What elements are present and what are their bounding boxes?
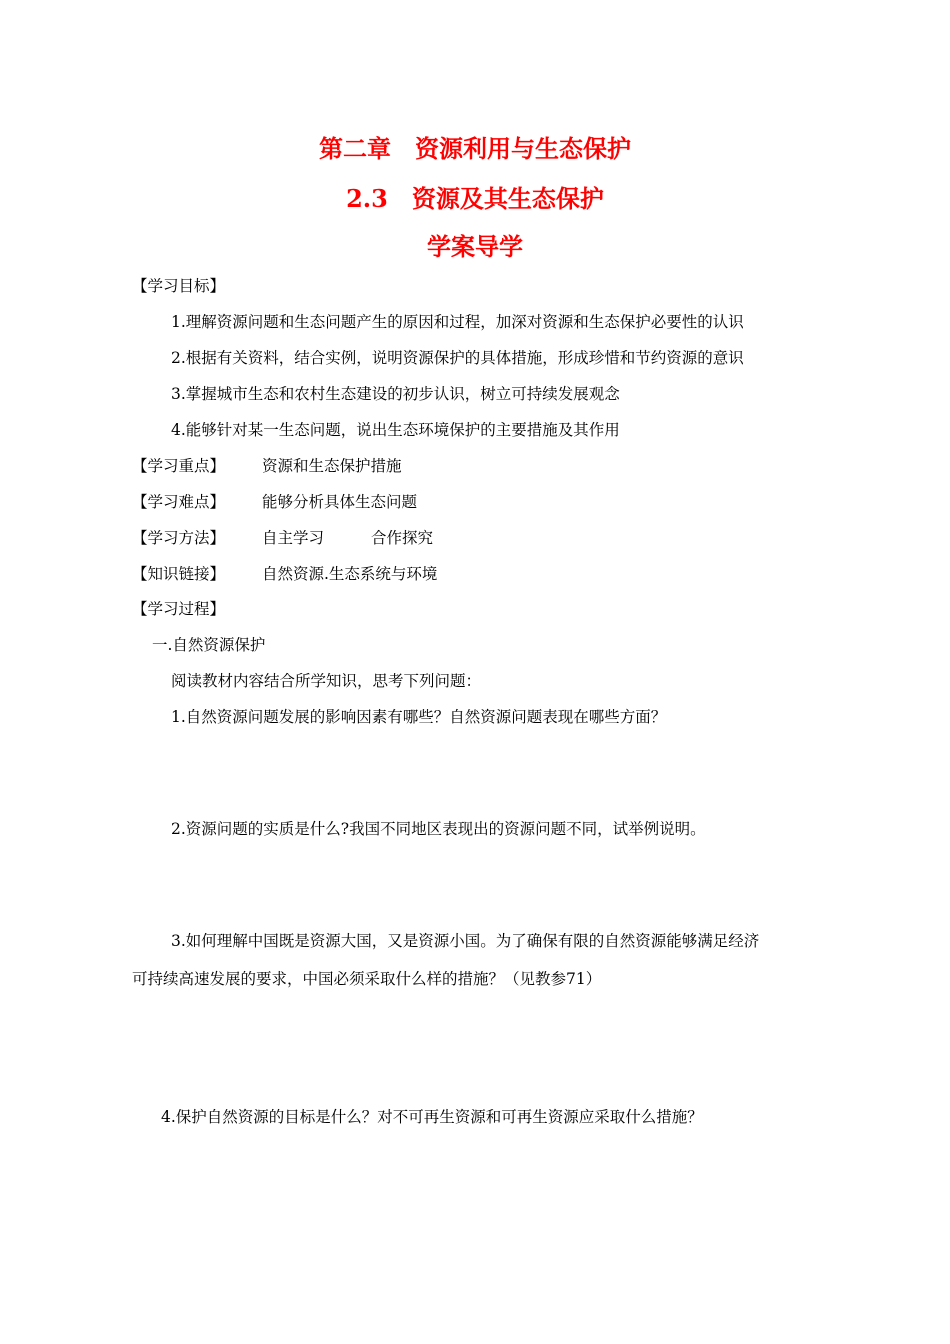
objective-item: 1.理解资源问题和生态问题产生的原因和过程，加深对资源和生态保护必要性的认识 (171, 313, 744, 331)
process-intro: 阅读教材内容结合所学知识，思考下列问题： (171, 672, 482, 690)
objectives-label: 【学习目标】 (132, 277, 226, 295)
difficulties-label: 【学习难点】 (132, 493, 226, 511)
objective-item: 4.能够针对某一生态问题，说出生态环境保护的主要措施及其作用 (171, 421, 620, 439)
key-points-row (132, 455, 225, 477)
subtitle: 学案导学 (427, 232, 523, 261)
objective-item: 3.掌握城市生态和农村生态建设的初步认识，树立可持续发展观念 (171, 385, 620, 403)
question-1: 1.自然资源问题发展的影响因素有哪些？自然资源问题表现在哪些方面？ (171, 708, 667, 726)
question-3-line-2: 可持续高速发展的要求，中国必须采取什么样的措施？（见教参71） (132, 970, 602, 988)
process-section-title: 一.自然资源保护 (152, 636, 266, 654)
question-4: 4.保护自然资源的目标是什么？对不可再生资源和可再生资源应采取什么措施？ (161, 1108, 703, 1126)
key-points-label: 【学习重点】 (132, 457, 226, 475)
objective-item: 2.根据有关资料，结合实例，说明资源保护的具体措施，形成珍惜和节约资源的意识 (171, 349, 744, 367)
question-3-line-1: 3.如何理解中国既是资源大国，又是资源小国。为了确保有限的自然资源能够满足经济 (171, 932, 760, 950)
key-points-value: 资源和生态保护措施 (262, 457, 402, 475)
question-2: 2.资源问题的实质是什么?我国不同地区表现出的资源问题不同，试举例说明。 (171, 820, 706, 838)
links-label: 【知识链接】 (132, 565, 226, 583)
methods-label: 【学习方法】 (132, 529, 226, 547)
methods-value-1: 自主学习 (262, 529, 325, 547)
chapter-title: 第二章 资源利用与生态保护 (319, 134, 631, 163)
methods-value-2: 合作探究 (371, 529, 434, 547)
process-label: 【学习过程】 (132, 600, 226, 618)
links-value: 自然资源.生态系统与环境 (262, 565, 438, 583)
difficulties-value: 能够分析具体生态问题 (262, 493, 418, 511)
section-title: 2.3 资源及其生态保护 (346, 184, 604, 213)
